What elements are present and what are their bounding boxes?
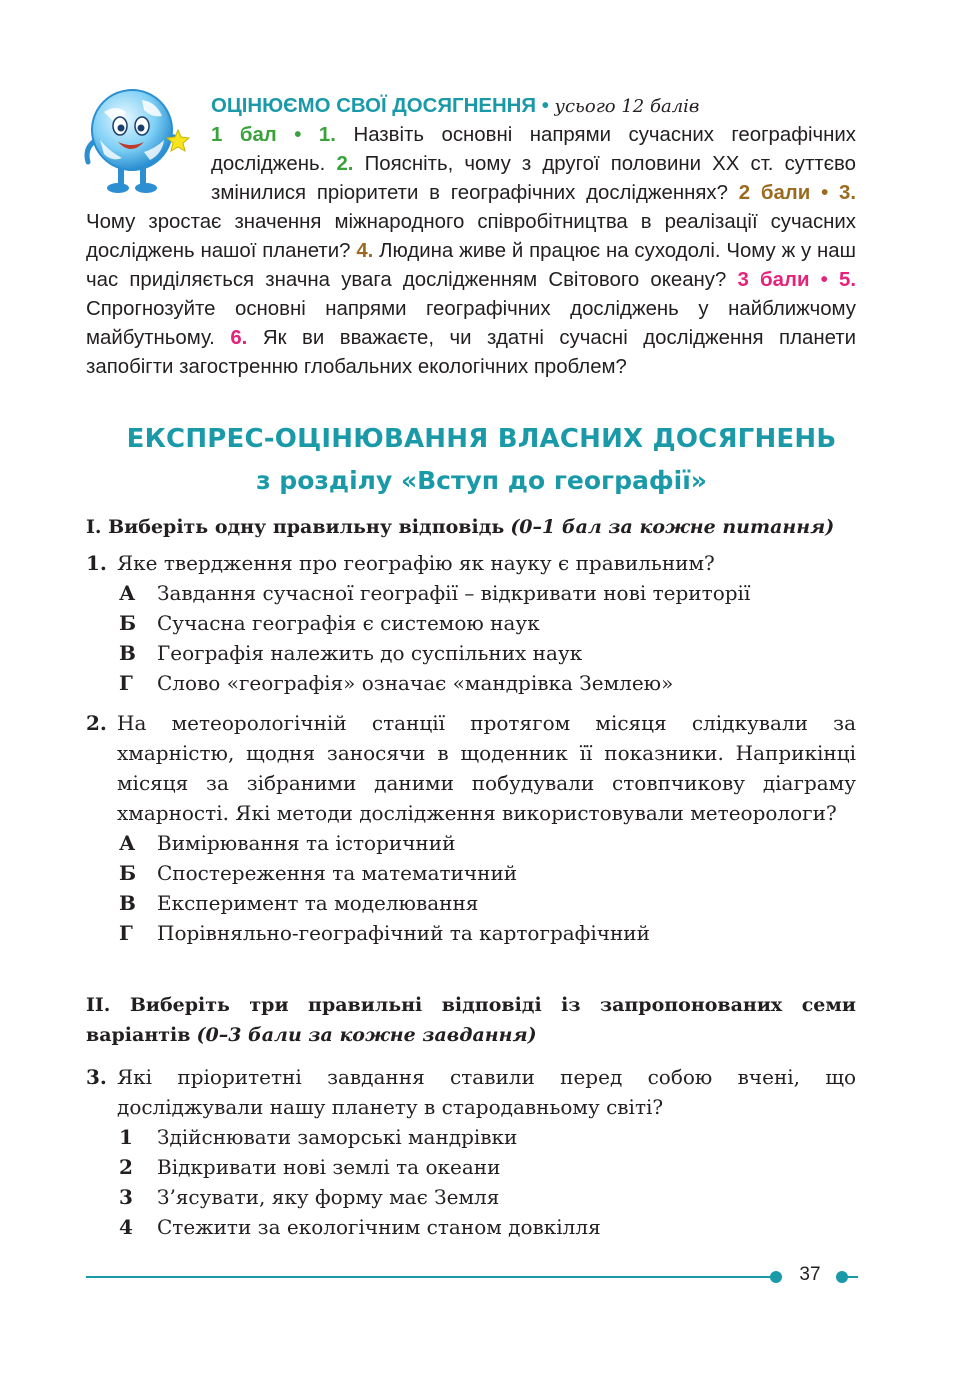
section-2-heading: ІІ. Виберіть три правильні відповіді із запропонованих семи варіантів (0–3 бали за кожне завдання) — [86, 994, 856, 1046]
question-3 — [86, 1062, 856, 1242]
score-label-3: 3 бали • 5. — [737, 269, 857, 291]
question-number: 1. — [86, 551, 107, 575]
question-number: 3. — [86, 1065, 107, 1089]
task-4-num: 4. — [356, 240, 374, 262]
answer-option[interactable]: В Експеримент та моделювання — [119, 891, 479, 915]
task-2-num: 2. — [336, 153, 354, 175]
answer-option[interactable]: В Географія належить до суспільних наук — [119, 641, 583, 665]
task-4-text: Людина живе й працює на суходолі. Чому ж у наш час приділяється значна увага дослідженням Світового океану? — [86, 240, 857, 291]
answer-option[interactable]: 1 Здійснювати заморські мандрівки — [119, 1125, 518, 1149]
answer-option[interactable]: А Завдання сучасної географії – відкривати нові території — [119, 581, 751, 605]
task-3-text: Чому зростає значення міжнародного співробітництва в реалізації сучасних досліджень нашої планети? — [86, 211, 856, 262]
answer-option[interactable]: Б Спостереження та математичний — [119, 861, 518, 885]
task-6-text: Як ви вважаєте, чи здатні сучасні дослідження планети запобігти загостренню глобальних екологічних проблем? — [86, 327, 856, 378]
page-number: 37 — [799, 1264, 821, 1285]
question-2 — [86, 708, 856, 948]
question-text: Які пріоритетні завдання ставили перед собою вчені, що досліджували нашу планету в стародавньому світі? — [117, 1065, 856, 1119]
question-text: На метеорологічній станції протягом місяця слідкували за хмарністю, щодня заносячи в щоденник її показники. Наприкінці місяця за зібраними даними побудували стовпчикову діаграму хмарності. Які методи дослідження використовували метеорологи? — [117, 711, 856, 825]
task-5-text: Спрогнозуйте основні напрями географічних досліджень у найближчому майбутньому. — [86, 298, 856, 349]
score-label-2: 2 бали • 3. — [738, 182, 857, 204]
express-subtitle: з розділу «Вступ до географії» — [256, 466, 707, 495]
self-assessment-title: ОЦІНЮЄМО СВОЇ ДОСЯГНЕННЯ • усього 12 балів — [211, 95, 700, 117]
task-1-text: Назвіть основні напрями сучасних географічних досліджень. — [211, 124, 857, 175]
answer-option[interactable]: 3 З’ясувати, яку форму має Земля — [119, 1185, 500, 1209]
answer-option[interactable]: Б Сучасна географія є системою наук — [119, 611, 540, 635]
self-assessment-subtitle: усього 12 балів — [554, 96, 700, 117]
footer-tick — [846, 1276, 858, 1278]
question-1 — [86, 548, 856, 698]
footer-dot-left-icon — [770, 1271, 782, 1283]
section-1-heading: І. Виберіть одну правильну відповідь (0–1 бал за кожне питання) — [86, 516, 835, 538]
self-assessment-block — [86, 92, 856, 382]
answer-option[interactable]: А Вимірювання та історичний — [119, 831, 456, 855]
footer-rule — [86, 1276, 774, 1278]
task-6-num: 6. — [230, 327, 248, 349]
answer-option[interactable]: Г Порівняльно-географічний та картографічний — [119, 921, 650, 945]
express-title: ЕКСПРЕС-ОЦІНЮВАННЯ ВЛАСНИХ ДОСЯГНЕНЬ — [126, 424, 837, 454]
answer-option[interactable]: Г Слово «географія» означає «мандрівка Землею» — [119, 671, 674, 695]
question-number: 2. — [86, 711, 107, 735]
task-2-text: Поясніть, чому з другої половини ХХ ст. суттєво змінилися пріоритети в географічних дослідженнях? — [211, 153, 856, 204]
score-label-1: 1 бал • 1. — [211, 124, 336, 146]
answer-option[interactable]: 2 Відкривати нові землі та океани — [119, 1155, 501, 1179]
answer-option[interactable]: 4 Стежити за екологічним станом довкілля — [119, 1215, 601, 1239]
question-text: Яке твердження про географію як науку є правильним? — [117, 551, 715, 575]
